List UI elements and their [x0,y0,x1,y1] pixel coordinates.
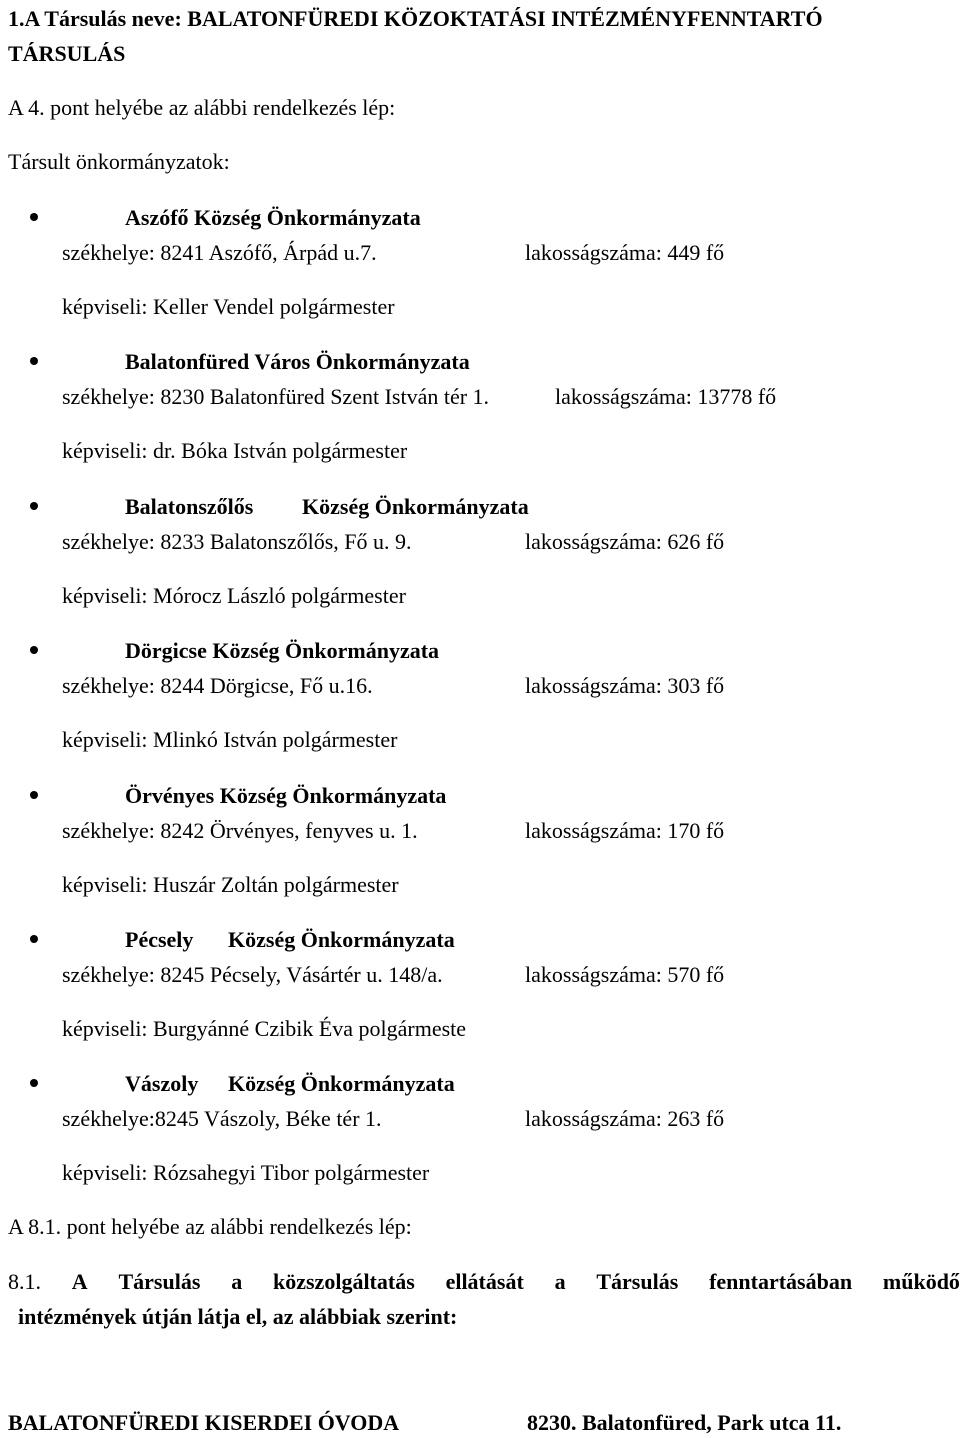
institution-name: BALATONFÜREDI KISERDEI ÓVODA [8,1410,400,1435]
bullet-icon [30,935,38,943]
bullet-icon [30,1079,38,1087]
paragraph-word: a [231,1269,243,1294]
amendment-intro-8-1: A 8.1. pont helyébe az alábbi rendelkezés lép: [8,1214,412,1239]
bullet-icon [30,213,38,221]
municipality-name-part1: Pécsely [125,927,194,952]
municipality-representative: képviseli: Mórocz László polgármester [62,583,406,608]
municipality-seat: székhelye: 8233 Balatonszőlős, Fő u. 9. [62,529,412,554]
paragraph-word: ellátását [445,1269,524,1294]
municipality-representative: képviseli: Burgyánné Czibik Éva polgármeste [62,1016,467,1041]
association-title-line2: TÁRSULÁS [8,41,126,66]
amendment-intro-4: A 4. pont helyébe az alábbi rendelkezés lép: [8,95,396,120]
municipality-name: Aszófő Község Önkormányzata [125,205,421,230]
paragraph-word: 8.1. [8,1269,41,1294]
institution-address: 8230. Balatonfüred, Park utca 11. [527,1410,842,1435]
municipality-population: lakosságszáma: 570 fő [525,962,725,987]
section-paragraph-line1 [8,1269,960,1295]
paragraph-word: közszolgáltatás [273,1269,415,1294]
municipality-representative: képviseli: Keller Vendel polgármester [62,294,395,319]
municipality-name-part1: Balatonszőlős [125,494,254,519]
municipality-seat: székhelye: 8242 Örvényes, fenyves u. 1. [62,818,418,843]
municipality-seat: székhelye:8245 Vászoly, Béke tér 1. [62,1106,382,1131]
municipality-representative: képviseli: Mlinkó István polgármester [62,727,398,752]
paragraph-word: működő [882,1269,960,1294]
municipality-population: lakosságszáma: 303 fő [525,673,725,698]
municipality-seat: székhelye: 8245 Pécsely, Vásártér u. 148/a. [62,962,443,987]
municipality-population: lakosságszáma: 170 fő [525,818,725,843]
section-paragraph-line2: intézmények útján látja el, az alábbiak szerint: [18,1304,458,1329]
municipality-name-part1: Vászoly [125,1071,199,1096]
bullet-icon [30,791,38,799]
bullet-icon [30,646,38,654]
paragraph-word: Társulás [118,1269,201,1294]
municipality-population: lakosságszáma: 626 fő [525,529,725,554]
municipality-name: Balatonfüred Város Önkormányzata [125,349,470,374]
association-title-line1: 1.A Társulás neve: BALATONFÜREDI KÖZOKTATÁSI INTÉZMÉNYFENNTARTÓ [8,6,823,31]
municipality-name-part2: Község Önkormányzata [228,1071,455,1096]
municipality-population: lakosságszáma: 263 fő [525,1106,725,1131]
member-municipalities-heading: Társult önkormányzatok: [8,149,230,174]
bullet-icon [30,357,38,365]
municipality-name-part2: Község Önkormányzata [228,927,455,952]
municipality-seat: székhelye: 8230 Balatonfüred Szent István tér 1. [62,384,490,409]
paragraph-word: A [71,1269,88,1294]
paragraph-word: a [554,1269,566,1294]
municipality-representative: képviseli: dr. Bóka István polgármester [62,438,408,463]
municipality-name: Dörgicse Község Önkormányzata [125,638,440,663]
municipality-name: Örvényes Község Önkormányzata [125,783,447,808]
municipality-seat: székhelye: 8241 Aszófő, Árpád u.7. [62,240,377,265]
municipality-representative: képviseli: Rózsahegyi Tibor polgármester [62,1160,430,1185]
bullet-icon [30,502,38,510]
paragraph-word: fenntartásában [709,1269,853,1294]
municipality-representative: képviseli: Huszár Zoltán polgármester [62,872,399,897]
municipality-seat: székhelye: 8244 Dörgicse, Fő u.16. [62,673,373,698]
municipality-population: lakosságszáma: 449 fő [525,240,725,265]
municipality-name-part2: Község Önkormányzata [302,494,529,519]
paragraph-word: Társulás [596,1269,679,1294]
municipality-population: lakosságszáma: 13778 fő [555,384,777,409]
